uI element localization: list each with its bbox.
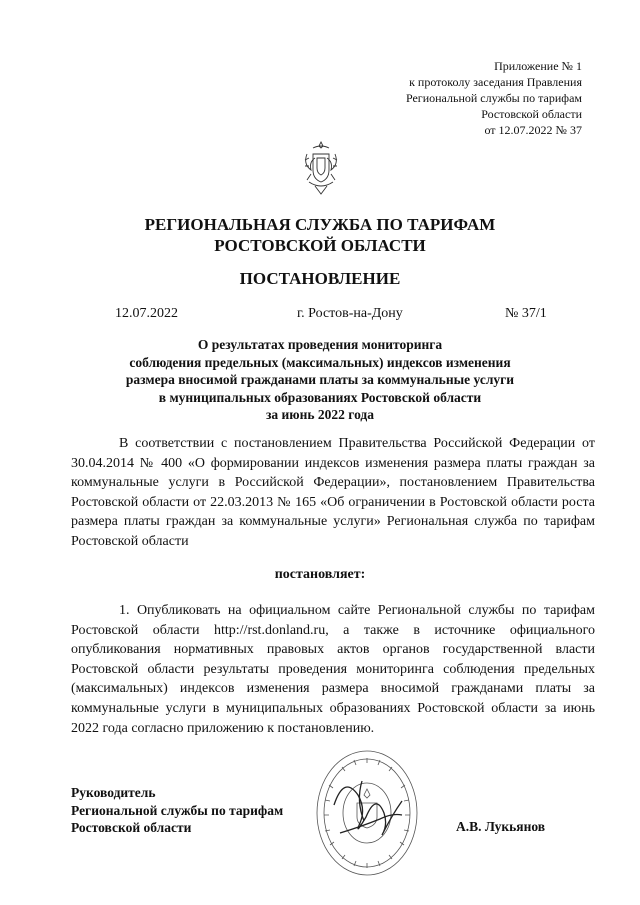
annex-reference	[342, 58, 582, 138]
coat-of-arms-icon	[301, 140, 341, 196]
signatory-title-line: Ростовской области	[71, 820, 192, 835]
organization-name	[0, 214, 640, 256]
annex-line: Региональной службы по тарифам	[405, 91, 582, 105]
annex-line: Ростовской области	[481, 107, 582, 121]
signatory-title-line: Региональной службы по тарифам	[71, 802, 284, 818]
subject-line: за июнь 2022 года	[265, 407, 375, 422]
annex-line: от 12.07.2022 № 37	[484, 123, 582, 137]
item-1-paragraph: 1. Опубликовать на официальном сайте Региональной службы по тарифам Ростовской области http://rst.donland.ru, а также в источнике официального опубликования нормативных правовых актов органов государственной власти Ростовской области результаты проведения мониторинга соблюдения предельных (максимальных) индексов изменения размера вносимой гражданами платы за коммунальные услуги в муниципальных образованиях Ростовской области за июнь 2022 года согласно приложению к постановлению.	[71, 603, 595, 736]
organization-name-line: РЕГИОНАЛЬНАЯ СЛУЖБА ПО ТАРИФАМ	[144, 215, 496, 234]
document-city: г. Ростов-на-Дону	[297, 306, 403, 321]
handwritten-signature-icon	[334, 781, 402, 835]
document-subject	[0, 336, 640, 424]
subject-line: соблюдения предельных (максимальных) индексов изменения	[129, 354, 511, 370]
preamble-paragraph: В соответствии с постановлением Правительства Российской Федерации от 30.04.2014 № 400 «О формировании индексов изменения размера платы граждан за коммунальные услуги в Российской Федерации», постановлением Правительства Ростовской области от 22.03.2013 № 165 «Об ограничении в Ростовской области роста размера платы граждан за коммунальные услуги» Региональная служба по тарифам Ростовской области	[71, 436, 595, 549]
signatory-name: А.В. Лукьянов	[456, 819, 546, 834]
document-type: ПОСТАНОВЛЕНИЕ	[239, 269, 401, 288]
subject-line: О результатах проведения мониторинга	[197, 337, 443, 352]
document-number: № 37/1	[505, 306, 547, 321]
annex-line: к протоколу заседания Правления	[409, 75, 582, 89]
annex-line: Приложение № 1	[494, 59, 582, 73]
round-seal-icon	[312, 745, 422, 881]
subject-line: размера вносимой гражданами платы за коммунальные услуги	[125, 372, 515, 387]
signatory-title	[71, 784, 283, 837]
subject-line: в муниципальных образованиях Ростовской области	[158, 389, 482, 405]
decree-word: постановляет:	[274, 567, 366, 582]
organization-name-line: РОСТОВСКОЙ ОБЛАСТИ	[214, 236, 426, 255]
signatory-title-line: Руководитель	[71, 785, 156, 800]
document-date: 12.07.2022	[115, 306, 178, 321]
